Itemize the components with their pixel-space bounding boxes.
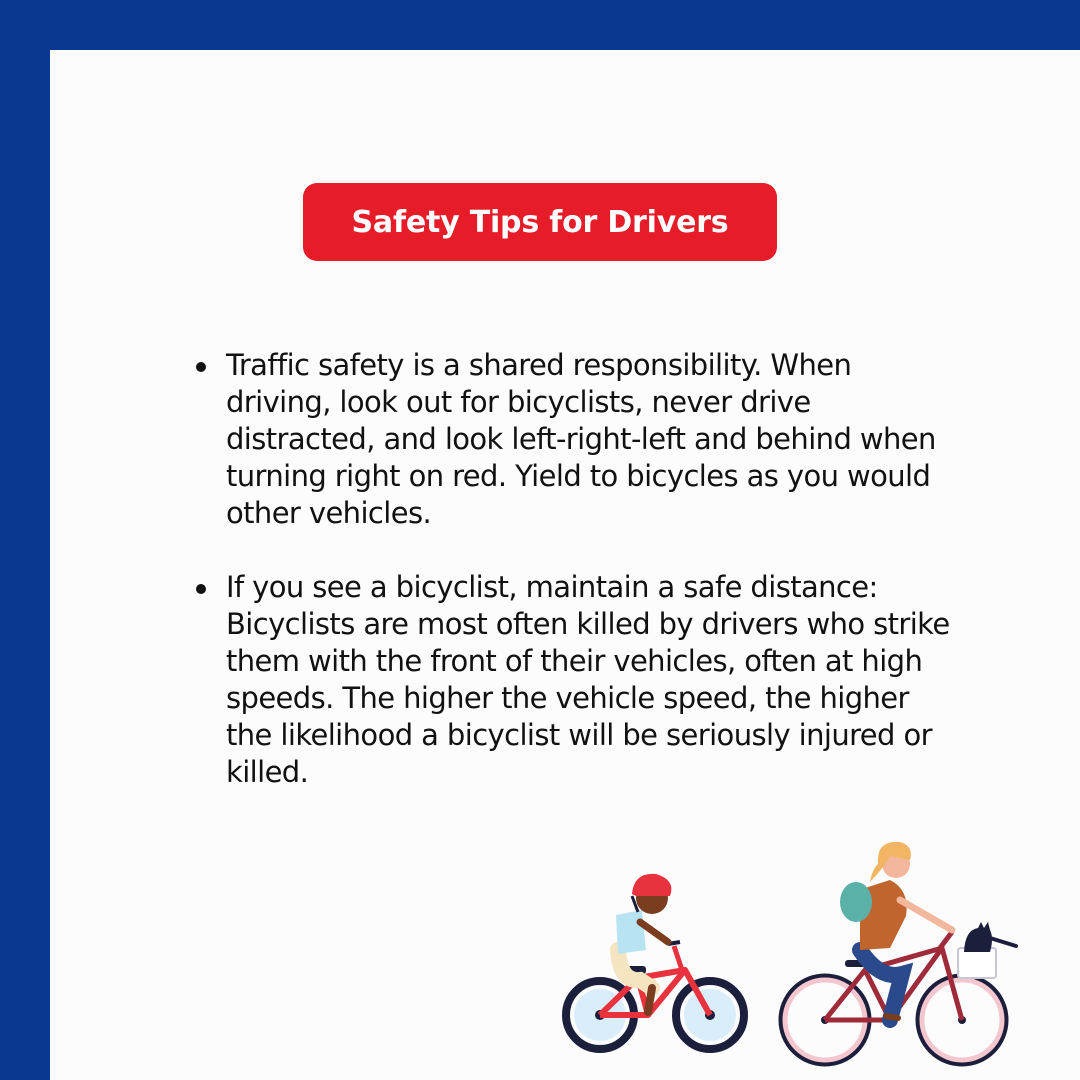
- tip-text: If you see a bicyclist, maintain a safe distance: Bicyclists are most often killed by drivers who strike them with the front of their vehicles, often at high speeds. The higher the vehicle speed, the higher the likelihood a bicyclist will be seriously injured or killed.: [226, 570, 950, 789]
- page-title: Safety Tips for Drivers: [351, 204, 729, 240]
- title-badge: [303, 183, 777, 261]
- bullet-icon: [196, 584, 206, 594]
- list-item: [194, 569, 954, 791]
- woman-cyclist-icon: [781, 842, 1016, 1064]
- tip-text: Traffic safety is a shared responsibility. When driving, look out for bicyclists, never drive distracted, and look left-right-left and behind when turning right on red. Yield to bicycles as you would other vehicles.: [226, 348, 936, 530]
- cyclists-illustration: [560, 830, 1030, 1080]
- list-item: [194, 347, 954, 532]
- child-cyclist-icon: [566, 874, 744, 1049]
- tips-list: [194, 347, 954, 791]
- bullet-icon: [196, 362, 206, 372]
